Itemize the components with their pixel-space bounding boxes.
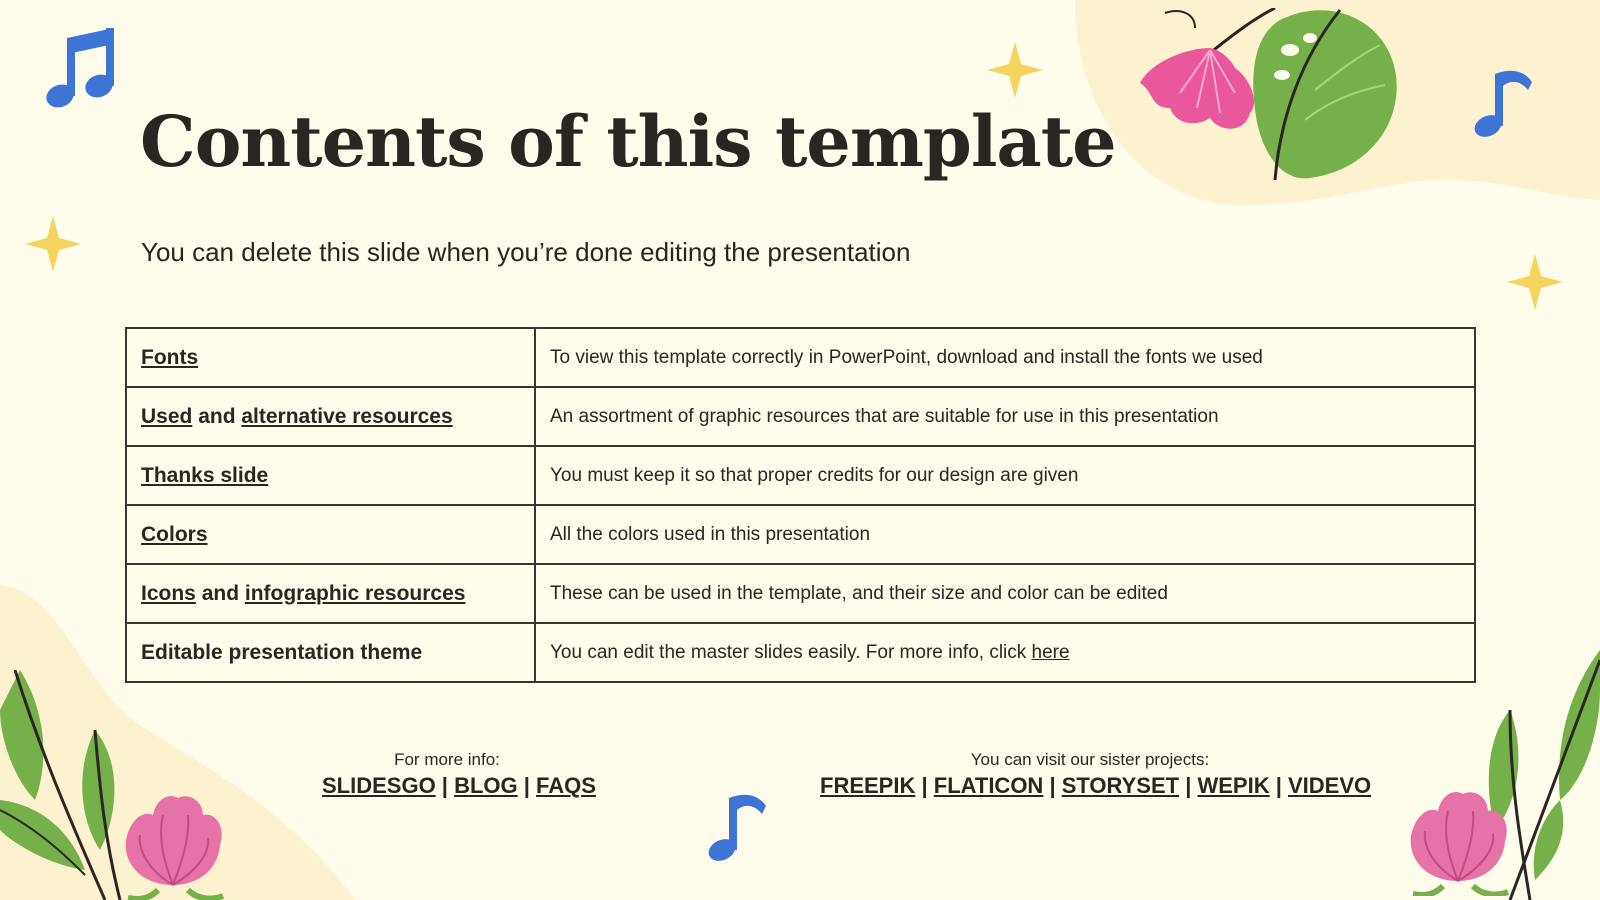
cell-text: You can edit the master slides easily. For more info, click xyxy=(550,641,1032,663)
footer-more-info xyxy=(322,750,596,799)
link-separator: | xyxy=(1269,773,1288,798)
table-cell-description xyxy=(535,623,1475,682)
flower-icon xyxy=(1135,8,1285,138)
footer-more-info-links xyxy=(322,773,596,799)
table-row xyxy=(126,387,1475,446)
table-cell-topic xyxy=(126,505,535,564)
table-row xyxy=(126,505,1475,564)
cell-text: and xyxy=(195,581,245,605)
contents-table xyxy=(125,327,1476,683)
cell-text: Editable presentation theme xyxy=(141,640,423,664)
blog-link[interactable]: BLOG xyxy=(454,773,518,798)
cell-text: All the colors used in this presentation xyxy=(550,523,871,545)
cell-text: An assortment of graphic resources that are suitable for use in this presentation xyxy=(550,405,1219,427)
music-note-icon xyxy=(706,790,776,870)
music-note-icon xyxy=(1472,66,1542,146)
cell-text: and xyxy=(192,404,242,428)
thanks-slide-link[interactable]: Thanks slide xyxy=(141,463,269,487)
page-subtitle: You can delete this slide when you’re done editing the presentation xyxy=(141,237,911,267)
cell-text: These can be used in the template, and their size and color can be edited xyxy=(550,582,1168,604)
videvo-link[interactable]: VIDEVO xyxy=(1287,773,1372,798)
freepik-link[interactable]: FREEPIK xyxy=(820,773,916,798)
star-icon xyxy=(23,214,83,274)
table-row xyxy=(126,623,1475,682)
contents-table-body xyxy=(126,328,1475,682)
table-cell-topic xyxy=(126,623,535,682)
used-link[interactable]: Used xyxy=(141,404,193,428)
table-cell-topic xyxy=(126,446,535,505)
table-row xyxy=(126,564,1475,623)
fonts-link[interactable]: Fonts xyxy=(141,345,199,369)
page-title: Contents of this template xyxy=(140,100,1116,183)
footer-sister-projects-label: You can visit our sister projects: xyxy=(970,750,1210,769)
link-separator: | xyxy=(1043,773,1062,798)
flower-icon xyxy=(1398,786,1518,896)
table-cell-topic xyxy=(126,564,535,623)
table-cell-description xyxy=(535,387,1475,446)
table-row xyxy=(126,328,1475,387)
cell-text: You must keep it so that proper credits for our design are given xyxy=(550,464,1079,486)
footer-sister-projects-links xyxy=(820,773,1372,799)
footer-sister-projects xyxy=(820,750,1372,799)
flower-icon xyxy=(118,790,228,900)
storyset-link[interactable]: STORYSET xyxy=(1061,773,1180,798)
link-separator: | xyxy=(435,773,455,798)
table-cell-description xyxy=(535,446,1475,505)
slidesgo-link[interactable]: SLIDESGO xyxy=(322,773,436,798)
infographic-resources-link[interactable]: infographic resources xyxy=(244,581,466,605)
faqs-link[interactable]: FAQS xyxy=(536,773,596,798)
star-icon xyxy=(985,40,1045,100)
star-icon xyxy=(1505,252,1565,312)
table-cell-description xyxy=(535,328,1475,387)
alternative-resources-link[interactable]: alternative resources xyxy=(241,404,453,428)
link-separator: | xyxy=(915,773,934,798)
table-row xyxy=(126,446,1475,505)
wepik-link[interactable]: WEPIK xyxy=(1197,773,1270,798)
table-cell-topic xyxy=(126,387,535,446)
table-cell-description xyxy=(535,564,1475,623)
colors-link[interactable]: Colors xyxy=(141,522,208,546)
here-link[interactable]: here xyxy=(1031,641,1070,663)
footer-more-info-label: For more info: xyxy=(394,750,500,769)
music-notes-icon xyxy=(44,24,124,114)
table-cell-topic xyxy=(126,328,535,387)
icons-link[interactable]: Icons xyxy=(141,581,196,605)
flaticon-link[interactable]: FLATICON xyxy=(933,773,1044,798)
link-separator: | xyxy=(517,773,537,798)
link-separator: | xyxy=(1179,773,1198,798)
cell-text: To view this template correctly in PowerPoint, download and install the fonts we used xyxy=(550,346,1263,368)
table-cell-description xyxy=(535,505,1475,564)
